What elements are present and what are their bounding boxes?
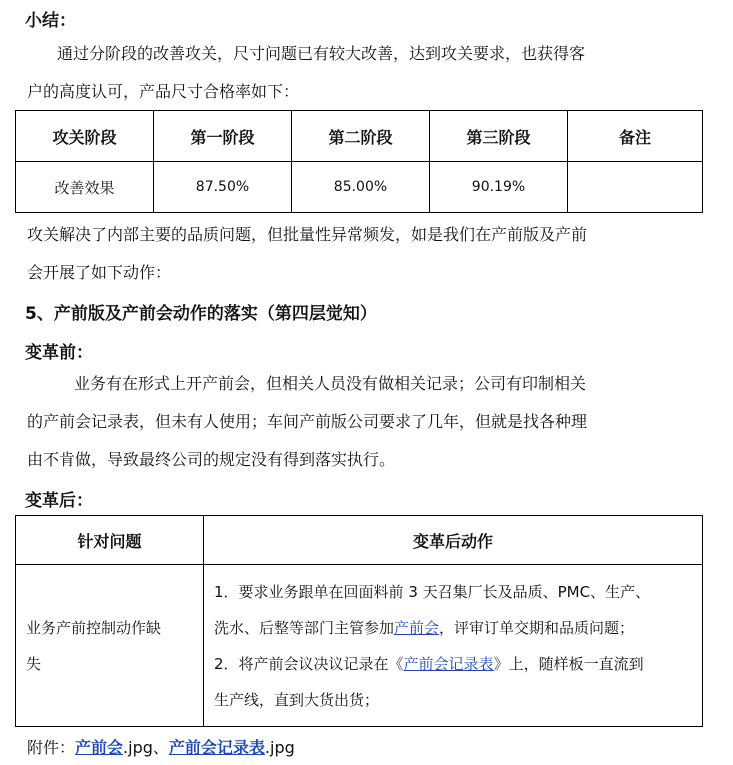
action-2-line-2: 生产线，直到大货出货； [214, 690, 380, 709]
header-phase-2: 第二阶段 [292, 111, 430, 162]
after-table-line-2: 会开展了如下动作： [27, 263, 172, 282]
meeting-record-form-link[interactable]: 产前会记录表 [403, 654, 494, 673]
value-phase-1: 87.50% [154, 162, 292, 213]
changes-table [15, 515, 703, 727]
header-phase-3: 第三阶段 [430, 111, 568, 162]
header-issue: 针对问题 [16, 516, 204, 565]
header-action: 变革后动作 [204, 516, 703, 565]
issue-line-2: 失 [26, 654, 42, 673]
action-cell [204, 565, 703, 727]
summary-paragraph-line-1: 通过分阶段的改善攻关，尺寸问题已有较大改善，达到攻关要求，也获得客 [57, 44, 586, 63]
action-1-line-2-pre: 洗水、后整等部门主管参加 [214, 618, 395, 637]
attachment-2-link[interactable]: 产前会记录表 [168, 738, 265, 757]
summary-paragraph-line-2: 户的高度认可，产品尺寸合格率如下： [27, 82, 300, 101]
value-phase-3: 90.19% [430, 162, 568, 213]
after-table-line-1: 攻关解决了内部主要的品质问题，但批量性异常频发，如是我们在产前版及产前 [27, 225, 588, 244]
before-line-1: 业务有在形式上开产前会，但相关人员没有做相关记录；公司有印制相关 [74, 374, 587, 393]
after-heading: 变革后： [25, 491, 93, 511]
pass-rate-header-row [16, 111, 703, 162]
before-heading: 变革前： [25, 343, 93, 363]
attachments-label: 附件： [27, 738, 76, 757]
action-1-line-1: 1．要求业务跟单在回面料前 3 天召集厂长及品质、PMC、生产、 [214, 582, 651, 601]
changes-data-row [16, 565, 703, 727]
action-1-line-2 [214, 610, 702, 646]
action-1-line-2-post: ，评审订单交期和品质问题； [439, 618, 635, 637]
pre-production-meeting-link[interactable]: 产前会 [394, 618, 440, 637]
attachment-1-link[interactable]: 产前会 [75, 738, 124, 757]
row-label-improvement: 改善效果 [16, 162, 154, 213]
summary-heading: 小结： [25, 11, 76, 31]
changes-header-row [16, 516, 703, 565]
pass-rate-table [15, 110, 703, 213]
header-stage: 攻关阶段 [16, 111, 154, 162]
before-line-3: 由不肯做，导致最终公司的规定没有得到落实执行。 [27, 450, 396, 469]
value-remarks [568, 162, 703, 213]
header-remarks: 备注 [568, 111, 703, 162]
before-line-2: 的产前会记录表，但未有人使用；车间产前版公司要求了几年，但就是找各种理 [27, 412, 588, 431]
attachment-2-ext: .jpg [264, 738, 295, 757]
issue-cell [16, 565, 204, 727]
header-phase-1: 第一阶段 [154, 111, 292, 162]
action-2-line-1-post: 》上，随样板一直流到 [493, 654, 644, 673]
action-2-line-1 [214, 646, 702, 682]
issue-line-1: 业务产前控制动作缺 [26, 618, 162, 637]
value-phase-2: 85.00% [292, 162, 430, 213]
action-2-line-1-pre: 2．将产前会议决议记录在《 [214, 654, 404, 673]
attachment-1-ext: .jpg、 [123, 738, 169, 757]
section-5-heading: 5、产前版及产前会动作的落实（第四层觉知） [25, 304, 377, 324]
pass-rate-data-row [16, 162, 703, 213]
attachments-line [27, 738, 295, 758]
